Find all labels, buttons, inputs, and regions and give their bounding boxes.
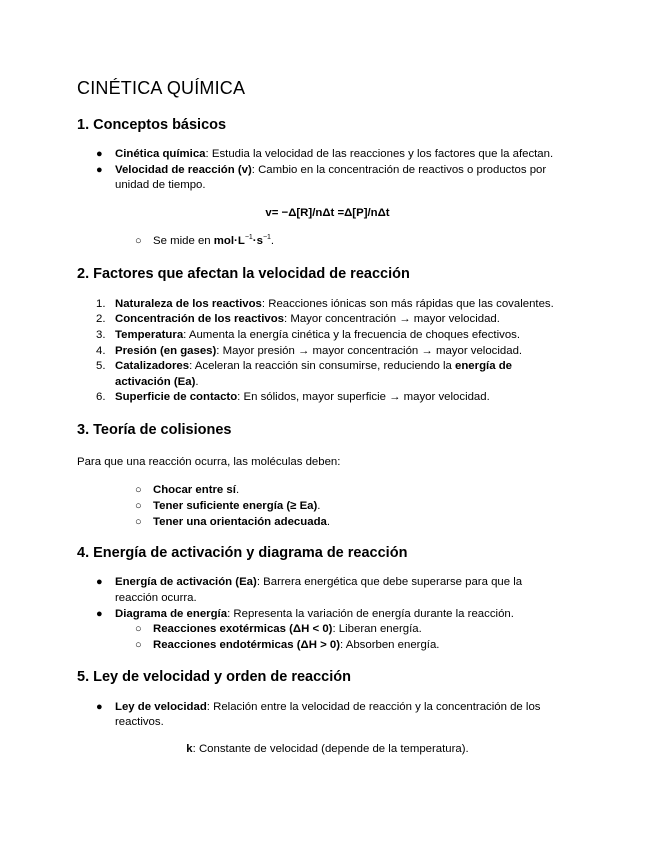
- numbered-item: 4.: [96, 345, 106, 357]
- section-1-heading: 1. Conceptos básicos: [77, 117, 227, 133]
- sub-list-item: Tener una orientación adecuada.: [153, 516, 331, 528]
- bullet-dot: ●: [96, 608, 103, 620]
- sub-bullet-circle: ○: [135, 500, 142, 512]
- numbered-item: 5.: [96, 360, 106, 372]
- numbered-item-text: Concentración de los reactivos: Mayor concentración → mayor velocidad.: [115, 313, 500, 325]
- section-5-heading: 5. Ley de velocidad y orden de reacción: [77, 669, 351, 685]
- sub-list-item: Chocar entre sí.: [153, 484, 240, 496]
- list-item: Ley de velocidad: Relación entre la velocidad de reacción y la concentración de los: [115, 701, 541, 713]
- sub-bullet-circle: ○: [135, 639, 142, 651]
- list-item-continuation: unidad de tiempo.: [115, 179, 206, 191]
- rate-constant-note: k: Constante de velocidad (depende de la temperatura).: [186, 743, 469, 755]
- bullet-dot: ●: [96, 576, 103, 588]
- numbered-item: 1.: [96, 298, 106, 310]
- list-item-continuation: reactivos.: [115, 716, 164, 728]
- sub-bullet-circle: ○: [135, 484, 142, 496]
- list-item: Diagrama de energía: Representa la variación de energía durante la reacción.: [115, 608, 514, 620]
- bullet-dot: ●: [96, 148, 103, 160]
- numbered-item: 6.: [96, 391, 106, 403]
- page-title: CINÉTICA QUÍMICA: [77, 78, 246, 98]
- list-item-continuation: reacción ocurra.: [115, 592, 197, 604]
- bullet-dot: ●: [96, 164, 103, 176]
- bullet-dot: ●: [96, 701, 103, 713]
- numbered-item-text: Temperatura: Aumenta la energía cinética y la frecuencia de choques efectivos.: [115, 329, 521, 341]
- section-3-heading: 3. Teoría de colisiones: [77, 422, 232, 438]
- numbered-item: 2.: [96, 313, 106, 325]
- sub-list-item: Reacciones endotérmicas (ΔH > 0): Absorben energía.: [153, 639, 440, 651]
- list-item: Velocidad de reacción (v): Cambio en la concentración de reactivos o productos por: [115, 164, 547, 176]
- sub-bullet-circle: ○: [135, 623, 142, 635]
- numbered-item-continuation: activación (Ea).: [115, 376, 199, 388]
- sub-bullet-circle: ○: [135, 516, 142, 528]
- numbered-item: 3.: [96, 329, 106, 341]
- list-item: Cinética química: Estudia la velocidad de las reacciones y los factores que la afectan.: [115, 148, 554, 160]
- sub-list-item: Tener suficiente energía (≥ Ea).: [153, 500, 321, 512]
- section-2-heading: 2. Factores que afectan la velocidad de reacción: [77, 266, 410, 282]
- numbered-item-text: Catalizadores: Aceleran la reacción sin consumirse, reduciendo la energía de: [115, 360, 512, 372]
- paragraph: Para que una reacción ocurra, las moléculas deben:: [77, 456, 341, 468]
- sub-list-item: Se mide en $mol\cdot L^{-1}\cdot s^{-1}$.: [153, 234, 275, 247]
- numbered-item-text: Naturaleza de los reactivos: Reacciones iónicas son más rápidas que las covalentes.: [115, 298, 554, 310]
- list-item: Energía de activación (Ea): Barrera energética que debe superarse para que la: [115, 576, 523, 588]
- section-4-heading: 4. Energía de activación y diagrama de reacción: [77, 545, 408, 561]
- sub-bullet-circle: ○: [135, 235, 142, 247]
- sub-list-item: Reacciones exotérmicas (ΔH < 0): Liberan energía.: [153, 623, 422, 635]
- rate-formula: v= −Δ[R]/nΔt =Δ[P]/nΔt: [265, 207, 390, 219]
- numbered-item-text: Presión (en gases): Mayor presión → mayor concentración → mayor velocidad.: [115, 345, 523, 357]
- numbered-item-text: Superficie de contacto: En sólidos, mayor superficie → mayor velocidad.: [115, 391, 490, 403]
